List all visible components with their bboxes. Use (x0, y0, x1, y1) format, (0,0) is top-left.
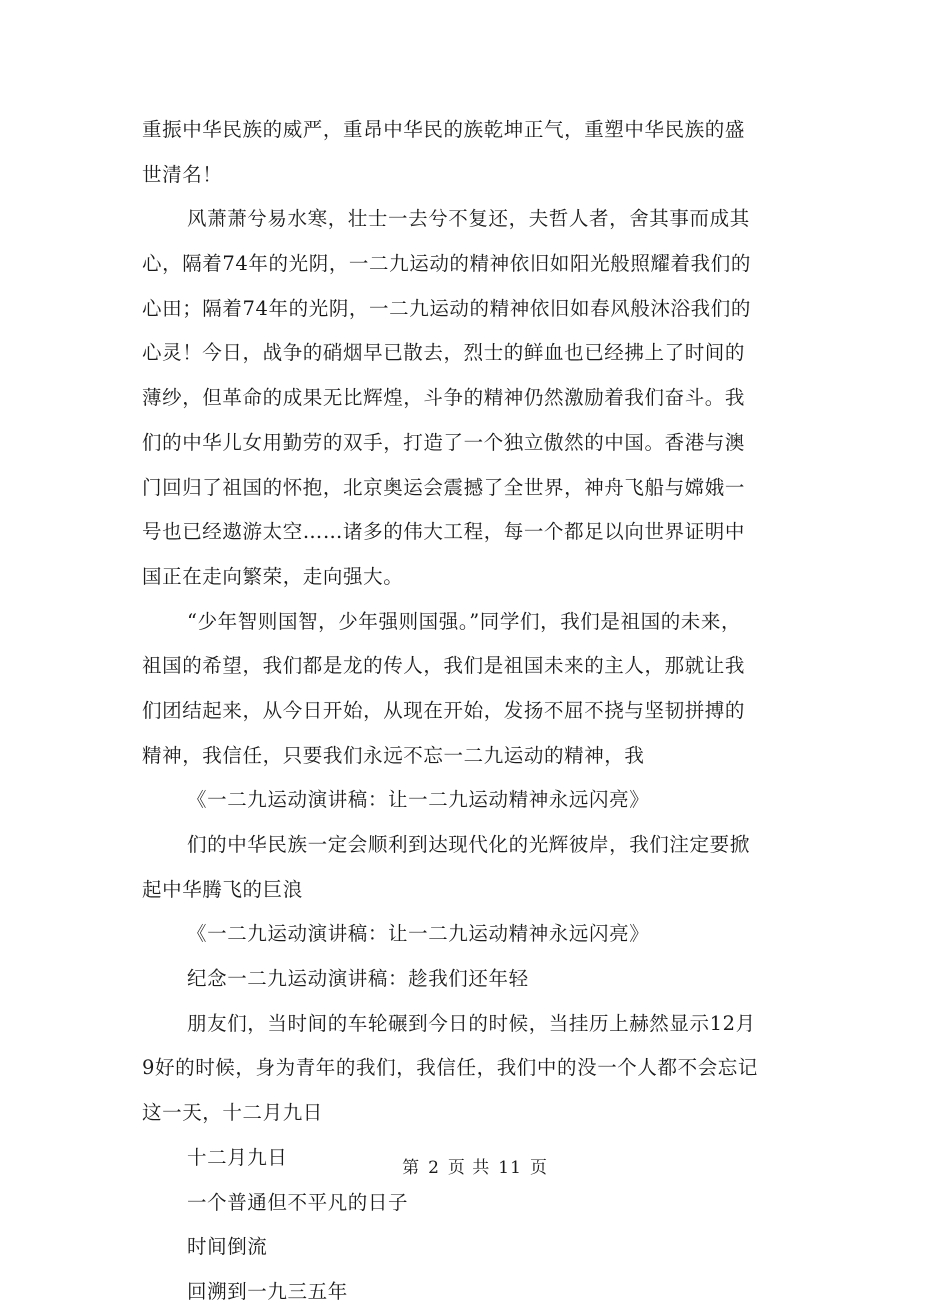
text-line: 心灵！今日，战争的硝烟早已散去，烈士的鲜血也已经拂上了时间的 (142, 341, 746, 365)
text-line: 重振中华民族的威严，重昂中华民的族乾坤正气，重塑中华民族的盛 (142, 118, 746, 141)
text-line: “少年智则国智，少年强则国强。”同学们，我们是祖国的未来， (187, 609, 742, 633)
text-line: 薄纱，但革命的成果无比辉煌，斗争的精神仍然激励着我们奋斗。我 (142, 386, 746, 410)
text-line: 时间倒流 (187, 1235, 268, 1259)
current-page-number: 2 (428, 1158, 440, 1178)
text-line: 起中华腾飞的巨浪 (142, 877, 303, 901)
text-line: 心田；隔着74年的光阴，一二九运动的精神依旧如春风般沐浴我们的 (142, 296, 751, 320)
text-line: 世清名！ (142, 162, 223, 186)
text-line: 心，隔着74年的光阴，一二九运动的精神依旧如阳光般照耀着我们的 (142, 252, 751, 276)
text-line: 风萧萧兮易水寒，壮士一去兮不复还，夫哲人者，舍其事而成其 (187, 207, 750, 231)
section-title-line: 《一二九运动演讲稿：让一二九运动精神永远闪亮》 (187, 922, 650, 946)
total-pages-number: 11 (498, 1158, 522, 1178)
text-line: 十二月九日 (187, 1145, 288, 1169)
page-label-suffix: 页 (529, 1158, 548, 1178)
section-title-line: 纪念一二九运动演讲稿：趁我们还年轻 (187, 967, 529, 991)
text-line: 祖国的希望，我们都是龙的传人，我们是祖国未来的主人，那就让我 (142, 654, 746, 678)
text-line: 这一天，十二月九日 (142, 1101, 323, 1125)
text-line: 门回归了祖国的怀抱，北京奥运会震撼了全世界，神舟飞船与嫦娥一 (142, 475, 746, 499)
text-line: 精神，我信任，只要我们永远不忘一二九运动的精神，我 (142, 743, 645, 767)
text-line: 回溯到一九三五年 (187, 1279, 348, 1303)
text-line: 一个普通但不平凡的日子 (187, 1190, 409, 1214)
page-footer (0, 1153, 950, 1178)
text-line: 朋友们，当时间的车轮碾到今日的时候，当挂历上赫然显示12月 (187, 1011, 756, 1035)
text-line: 号也已经遨游太空……诸多的伟大工程，每一个都足以向世界证明中 (142, 520, 746, 544)
section-title-line: 《一二九运动演讲稿：让一二九运动精神永远闪亮》 (187, 788, 650, 812)
text-line: 们团结起来，从今日开始，从现在开始，发扬不屈不挠与坚韧拼搏的 (142, 698, 746, 722)
text-line: 们的中华民族一定会顺利到达现代化的光辉彼岸，我们注定要掀 (187, 833, 750, 856)
page-label-prefix: 第 (402, 1158, 421, 1178)
text-line: 国正在走向繁荣，走向强大。 (142, 564, 404, 588)
text-line: 们的中华儿女用勤劳的双手，打造了一个独立傲然的中国。香港与澳 (142, 430, 746, 454)
page-label-mid: 页 共 (447, 1158, 491, 1178)
document-body (142, 108, 807, 1315)
text-line: 9好的时候，身为青年的我们，我信任，我们中的没一个人都不会忘记 (142, 1056, 759, 1080)
